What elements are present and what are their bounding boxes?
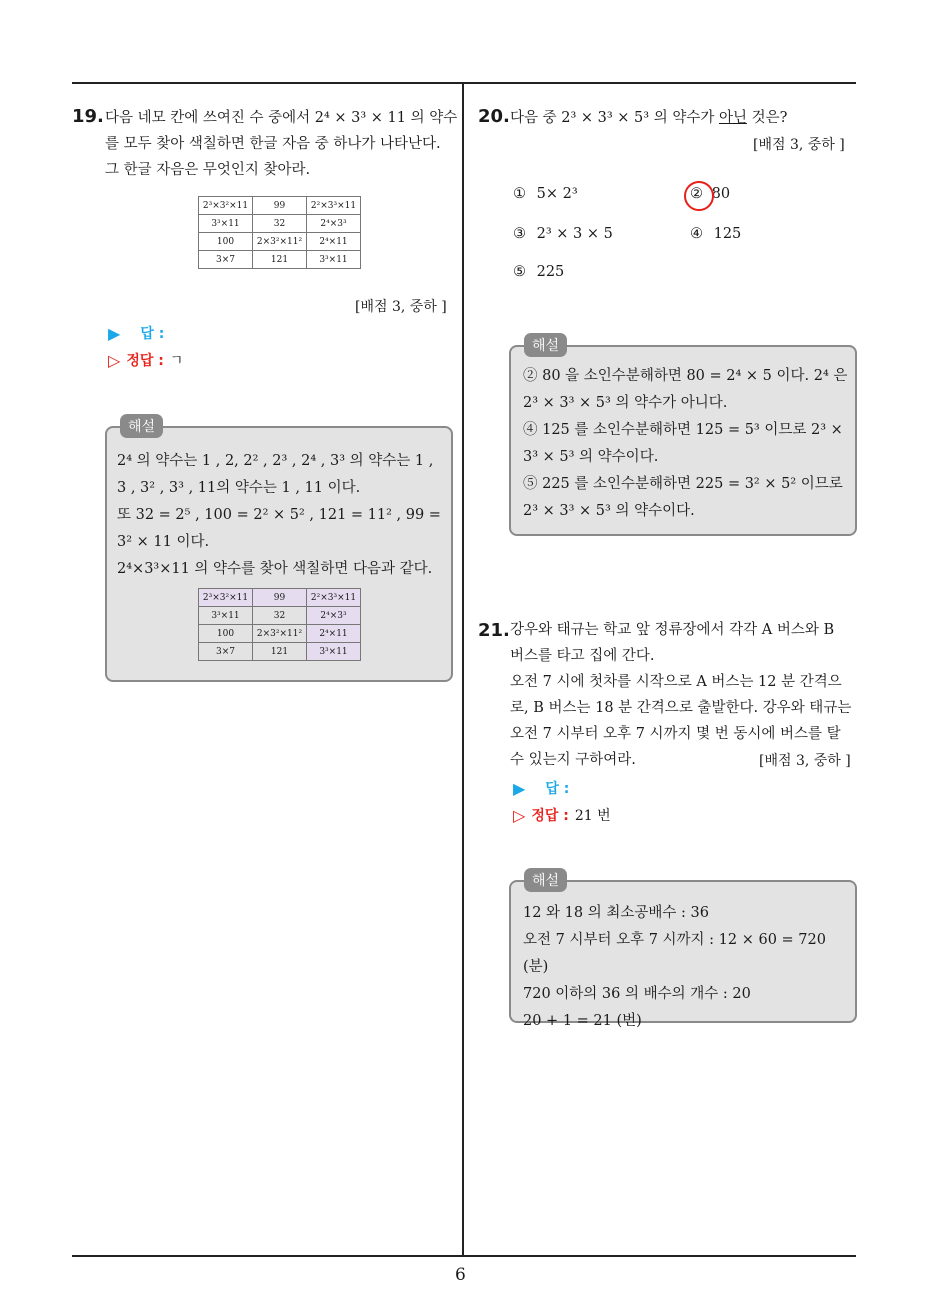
solution-line: 2⁴×3³×11 의 약수를 찾아 색칠하면 다음과 같다.	[117, 561, 433, 577]
q19-solution-box	[105, 426, 453, 682]
q19-correct-label: 정답 :	[126, 353, 164, 369]
solution-line: 3 , 3² , 3³ , 11의 약수는 1 , 11 이다.	[117, 480, 361, 496]
q20-text-post: 것은?	[746, 110, 788, 126]
solution-line: 오전 7 시부터 오후 7 시까지 : 12 × 60 = 720 (분)	[523, 932, 826, 975]
solution-line: 3³ × 5³ 의 약수이다.	[523, 449, 659, 465]
option-text: 2³ × 3 × 5	[536, 226, 613, 242]
grid-cell: 2²×3³×11	[307, 197, 361, 215]
q19-answer-row	[108, 323, 164, 343]
q19-number: 19.	[72, 106, 104, 127]
grid-cell: 100	[199, 233, 253, 251]
q20-solution-text	[523, 363, 853, 525]
option-text: 225	[536, 264, 565, 280]
bottom-rule	[72, 1255, 856, 1257]
q20-option-1	[513, 186, 578, 202]
solution-line: 3² × 11 이다.	[117, 534, 210, 550]
grid-cell: 2⁴×3³	[307, 215, 361, 233]
solution-line: 20 + 1 = 21 (번)	[523, 1013, 642, 1029]
outline-triangle-icon: ▷	[513, 805, 526, 825]
solution-line: 2⁴ 의 약수는 1 , 2, 2² , 2³ , 2⁴ , 3³ 의 약수는 1 ,	[117, 453, 434, 469]
grid-cell: 32	[253, 215, 307, 233]
q19-number-grid	[198, 196, 361, 269]
grid-cell: 2²×3³×11	[307, 589, 361, 607]
q21-answer-row	[513, 778, 569, 798]
top-rule	[72, 82, 856, 84]
grid-cell: 3³×11	[307, 643, 361, 661]
q21-line: 버스를 타고 집에 간다.	[510, 648, 655, 664]
q20-option-4	[690, 226, 741, 242]
q19-correct-row	[108, 350, 183, 370]
grid-cell: 2⁴×11	[307, 625, 361, 643]
grid-cell: 121	[253, 643, 307, 661]
option-text: 125	[713, 226, 742, 242]
option-mark-circled: ②	[690, 186, 703, 202]
grid-cell: 3×7	[199, 251, 253, 269]
q20-number: 20.	[478, 106, 510, 127]
q21-solution-box	[509, 880, 857, 1029]
grid-cell: 121	[253, 251, 307, 269]
grid-cell: 2⁴×11	[307, 233, 361, 251]
q21-answer-label: 답 :	[545, 781, 570, 797]
option-text: 80	[711, 186, 731, 202]
q21-correct-value: 21 번	[574, 808, 611, 824]
q19-solution-text	[117, 448, 447, 583]
play-icon: ▶	[513, 778, 526, 798]
grid-cell: 32	[253, 607, 307, 625]
q20-option-3	[513, 226, 613, 242]
grid-cell: 100	[199, 625, 253, 643]
grid-cell: 99	[253, 589, 307, 607]
grid-cell: 3³×11	[307, 251, 361, 269]
grid-cell: 3³×11	[199, 607, 253, 625]
q20-solution-tag: 해설	[524, 333, 567, 357]
q19-score: [배점 3, 중하 ]	[355, 299, 447, 315]
solution-line: ④ 125 를 소인수분해하면 125 = 5³ 이므로 2³ ×	[523, 422, 843, 438]
page-number: 6	[455, 1265, 466, 1285]
q20-text-pre: 다음 중 2³ × 3³ × 5³ 의 약수가	[510, 110, 719, 126]
grid-cell: 2×3²×11²	[253, 625, 307, 643]
q20-text	[510, 105, 860, 131]
q21-line: 로, B 버스는 18 분 간격으로 출발한다. 강우와 태규는	[510, 700, 852, 716]
grid-cell: 3×7	[199, 643, 253, 661]
grid-cell: 3³×11	[199, 215, 253, 233]
solution-line: 2³ × 3³ × 5³ 의 약수가 아니다.	[523, 395, 728, 411]
solution-line: ② 80 을 소인수분해하면 80 = 2⁴ × 5 이다. 2⁴ 은	[523, 368, 848, 384]
q21-solution-tag: 해설	[524, 868, 567, 892]
option-mark: ①	[513, 186, 526, 202]
q20-text-underlined: 아닌	[718, 110, 747, 126]
solution-line: 또 32 = 2⁵ , 100 = 2² × 5² , 121 = 11² , 99 =	[117, 507, 441, 523]
grid-cell: 99	[253, 197, 307, 215]
outline-triangle-icon: ▷	[108, 350, 121, 370]
q19-line: 그 한글 자음은 무엇인지 찾아라.	[105, 162, 311, 178]
solution-line: ⑤ 225 를 소인수분해하면 225 = 3² × 5² 이므로	[523, 476, 843, 492]
option-text: 5× 2³	[536, 186, 578, 202]
grid-cell: 2⁴×3³	[307, 607, 361, 625]
q20-solution-box	[509, 345, 857, 536]
q19-answer-label: 답 :	[140, 326, 165, 342]
grid-cell: 2³×3²×11	[199, 589, 253, 607]
q19-colored-grid	[198, 588, 361, 661]
q21-correct-label: 정답 :	[531, 808, 569, 824]
q19-correct-value: ㄱ	[169, 353, 184, 369]
q21-correct-row	[513, 805, 611, 825]
q21-score: [배점 3, 중하 ]	[759, 753, 851, 769]
solution-line: 720 이하의 36 의 배수의 개수 : 20	[523, 986, 751, 1002]
q19-text	[105, 105, 460, 183]
q21-solution-text	[523, 900, 853, 1035]
q19-solution-tag: 해설	[120, 414, 163, 438]
grid-cell: 2×3²×11²	[253, 233, 307, 251]
option-mark: ④	[690, 226, 703, 242]
q20-score: [배점 3, 중하 ]	[753, 137, 845, 153]
q21-line: 오전 7 시부터 오후 7 시까지 몇 번 동시에 버스를 탈	[510, 726, 841, 742]
play-icon: ▶	[108, 323, 121, 343]
column-divider	[462, 84, 464, 1256]
option-mark: ③	[513, 226, 526, 242]
grid-cell: 2³×3²×11	[199, 197, 253, 215]
q19-line: 를 모두 찾아 색칠하면 한글 자음 중 하나가 나타난다.	[105, 136, 441, 152]
q19-line: 다음 네모 칸에 쓰여진 수 중에서 2⁴ × 3³ × 11 의 약수	[105, 110, 458, 126]
q21-line: 오전 7 시에 첫차를 시작으로 A 버스는 12 분 간격으	[510, 674, 842, 690]
q21-line: 수 있는지 구하여라.	[510, 752, 636, 768]
q20-option-2	[690, 186, 730, 202]
q20-option-5	[513, 264, 564, 280]
q21-number: 21.	[478, 620, 510, 641]
option-mark: ⑤	[513, 264, 526, 280]
q21-line: 강우와 태규는 학교 앞 정류장에서 각각 A 버스와 B	[510, 622, 835, 638]
solution-line: 2³ × 3³ × 5³ 의 약수이다.	[523, 503, 695, 519]
solution-line: 12 와 18 의 최소공배수 : 36	[523, 905, 709, 921]
